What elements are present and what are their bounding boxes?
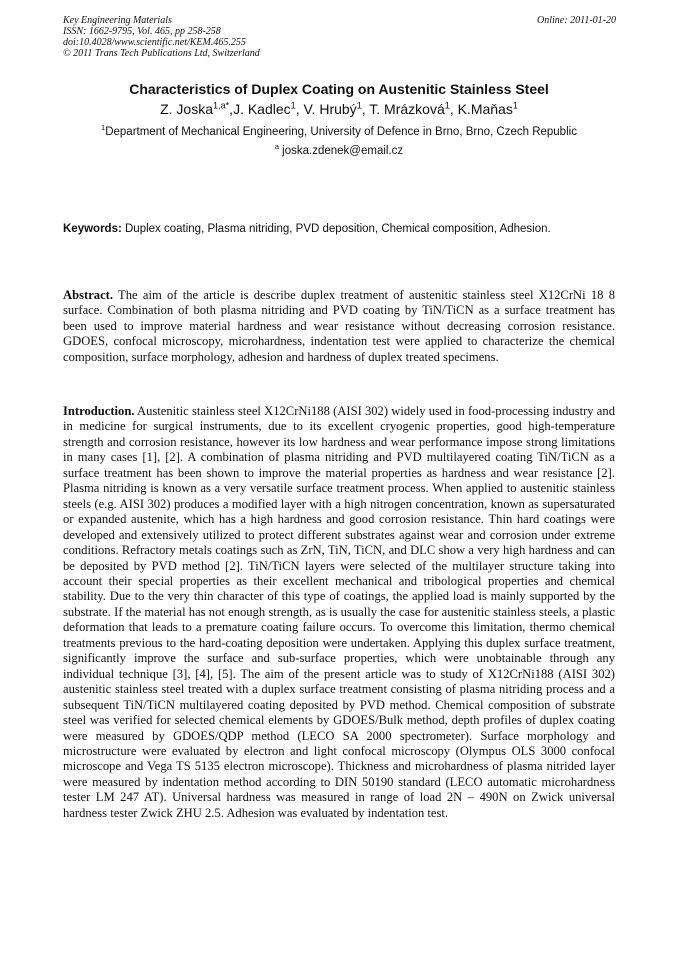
online-date: Online: 2011-01-20: [537, 15, 616, 26]
affiliation-sup: 1: [101, 123, 106, 133]
author-name: T. Mrázková: [369, 101, 445, 117]
author-name: K.Maňas: [457, 101, 513, 117]
keywords-text: Duplex coating, Plasma nitriding, PVD deposition, Chemical composition, Adhesion.: [121, 223, 551, 235]
author-separator: ,: [229, 101, 234, 117]
author-list: [60, 99, 618, 120]
issn-line: ISSN: 1662-9795, Vol. 465, pp 258-258: [63, 26, 221, 37]
email-link[interactable]: joska.zdenek@email.cz: [278, 145, 404, 157]
abstract-section: [63, 288, 615, 365]
affiliation-text: Department of Mechanical Engineering, University of Defence in Brno, Brno, Czech Republic: [105, 126, 577, 138]
email-sup: a: [274, 142, 279, 152]
author-sup: 1,a*: [212, 100, 230, 111]
paper-title: Characteristics of Duplex Coating on Austenitic Stainless Steel: [129, 81, 549, 97]
corresponding-email: [60, 141, 618, 161]
journal-header: [63, 15, 260, 59]
title-block: [60, 80, 618, 161]
abstract-label: Abstract.: [63, 288, 114, 302]
author-sup: 1: [356, 100, 362, 111]
author-name: V. Hrubý: [303, 101, 357, 117]
abstract-text: The aim of the article is describe duplex treatment of austenitic stainless steel X12CrNi 18 8 surface. Combination of both plasma nitriding and PVD coating by TiN/TiCN as a surface treatment has been used to improve material hardness and wear resistance without decreasing corrosion resistance. GDOES, confocal microscopy, microhardness, indentation test were applied to characterize the chemical composition, surface morphology, adhesion and hardness of duplex treated specimens.: [63, 288, 615, 364]
keywords-label: Keywords:: [63, 223, 122, 235]
copyright-line: © 2011 Trans Tech Publications Ltd, Switzerland: [63, 48, 260, 59]
author-separator: ,: [361, 101, 370, 117]
affiliation: [60, 123, 618, 141]
introduction-text: Austenitic stainless steel X12CrNi188 (AISI 302) widely used in food-processing industry and in medicine for surgical instruments, due to its excellent cryogenic properties, good high-temperature strength and corrosion resistance, however its low hardness and wear performance impose strong limitations in many cases [1], [2]. A combination of plasma nitriding and PVD multilayered coating TiN/TiCN as a surface treatment has been shown to improve the material properties as hardness and wear resistance [2]. Plasma nitriding is known as a very versatile surface treatment process. When applied to austenitic stainless steels (e.g. AISI 302) produces a modified layer with a high nitrogen concentration, known as supersaturated or expanded austenite, which has a high hardness and good corrosion resistance. Thin hard coatings were developed and extensively utilized to protect different substrates against wear and corrosion under extreme conditions. Refractory metals coatings such as ZrN, TiN, TiCN, and DLC show a very high hardness and can be deposited by PVD method [2]. TiN/TiCN layers were selected of the multilayer structure taking into account their special properties as their excellent mechanical and tribological properties and chemical stability. Due to the very thin character of this type of coatings, the applied load is mainly supported by the substrate. If the material has not enough strength, as is usually the case for austenitic stainless steels, a plastic deformation that leads to a premature coating failure occurs. To overcome this limitation, thermo chemical treatments previous to the hard-coating deposition were undertaken. Applying this duplex surface treatment, significantly improve the surface and sub-surface properties, which were unobtainable through any individual technique [3], [4], [5]. The aim of the present article was to study of X12CrNi188 (AISI 302) austenitic stainless steel treated with a duplex surface treatment consisting of plasma nitriding process and a subsequent TiN/TiCN multilayered coating deposited by PVD method. Chemical composition of substrate steel was verified for selected chemical elements by GDOES/Bulk method, depth profiles of duplex coating were measured by GDOES/QDP method (LECO SA 2000 spectrometer). Surface morphology and microstructure were evaluated by electron and light confocal microscopy (Olympus OLS 3000 confocal microscope and Vega TS 5135 electron microscope). Thickness and microhardness of plasma nitrided layer were measured by indentation method according to DIN 50190 standard (LECO automatic microhardness tester LM 247 AT). Universal hardness was measured in range of load 2N – 490N on Zwick universal hardness tester Zwick ZHU 2.5. Adhesion was evaluated by indentation test.: [63, 404, 615, 820]
journal-name: Key Engineering Materials: [63, 15, 172, 26]
author-sup: 1: [444, 100, 450, 111]
author-name: Z. Joska: [160, 101, 213, 117]
introduction-section: [63, 404, 615, 821]
author-sup: 1: [512, 100, 518, 111]
doi-link[interactable]: doi:10.4028/www.scientific.net/KEM.465.255: [63, 37, 246, 48]
author-separator: ,: [449, 101, 458, 117]
author-separator: ,: [295, 101, 304, 117]
keywords-section: [63, 222, 617, 237]
author-name: J. Kadlec: [233, 101, 291, 117]
introduction-label: Introduction.: [63, 404, 135, 418]
author-sup: 1: [290, 100, 296, 111]
